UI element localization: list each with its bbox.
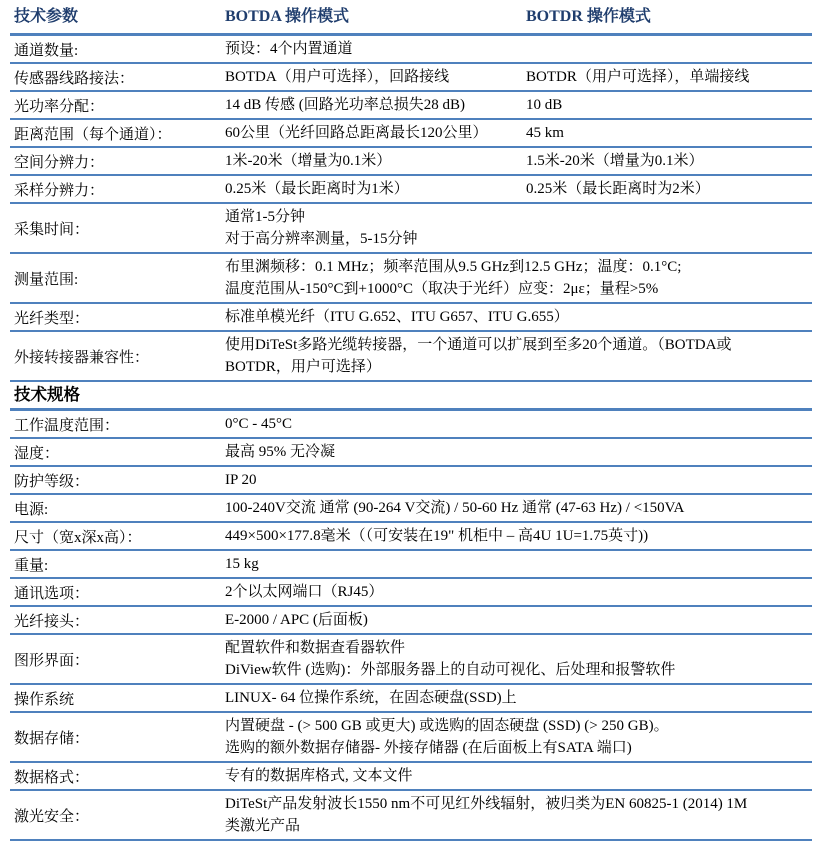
table-row xyxy=(10,332,812,382)
value-line: 类激光产品 xyxy=(225,818,301,834)
value-line: 0.25米（最长距离时为1米） xyxy=(225,181,409,197)
param-label: 激光安全： xyxy=(14,808,90,825)
param-label: 电源: xyxy=(14,501,49,518)
value-botda xyxy=(221,469,522,491)
header-col-parameters xyxy=(10,5,221,29)
value-line: 2个以太网端口（RJ45） xyxy=(225,584,384,600)
value-botda xyxy=(221,38,522,60)
table-row xyxy=(10,495,812,523)
param-label: 光功率分配： xyxy=(14,98,105,115)
param-label: 数据存储： xyxy=(14,730,90,747)
value-botda xyxy=(221,765,522,787)
value-line: 1.5米-20米（增量为0.1米） xyxy=(526,153,704,169)
table-row xyxy=(10,120,812,148)
value-line: 0.25米（最长距离时为2米） xyxy=(526,181,710,197)
table-row xyxy=(10,467,812,495)
table-row xyxy=(10,713,812,763)
value-botda xyxy=(221,637,676,681)
value-botda xyxy=(221,793,748,837)
value-botdr xyxy=(522,66,812,88)
table-row xyxy=(10,64,812,92)
param-label: 光纤接头： xyxy=(14,613,90,630)
table-row xyxy=(10,92,812,120)
table-row xyxy=(10,411,812,439)
value-botda xyxy=(221,94,522,116)
value-line: 标准单模光纤（ITU G.652、ITU G657、ITU G.655） xyxy=(225,309,569,325)
param-label: 传感器线路接法： xyxy=(14,70,135,87)
value-line: 0°C - 45°C xyxy=(225,416,293,432)
param-label: 工作温度范围： xyxy=(14,417,120,434)
specs-section xyxy=(10,411,812,841)
header-col-botdr-mode xyxy=(522,5,812,29)
value-line: 1米-20米（增量为0.1米） xyxy=(225,153,392,169)
param-label: 通讯选项： xyxy=(14,585,90,602)
value-line: 100-240V交流 通常 (90-264 V交流) / 50-60 Hz 通常 (47-63 Hz) / <150VA xyxy=(225,500,685,516)
header-label: BOTDA 操作模式 xyxy=(225,8,350,25)
section-header-row xyxy=(10,382,812,411)
value-line: 使用DiTeSt多路光缆转接器，一个通道可以扩展到至多20个通道。（BOTDA或 xyxy=(225,337,732,353)
value-line: BOTDR，用户可选择） xyxy=(225,359,381,375)
param-label: 湿度： xyxy=(14,445,60,462)
value-botda xyxy=(221,525,649,547)
table-row xyxy=(10,36,812,64)
value-line: 选购的额外数据存储器- 外接存储器 (在后面板上有SATA 端口) xyxy=(225,740,632,756)
value-botda xyxy=(221,178,522,200)
value-botda xyxy=(221,256,682,300)
value-botda xyxy=(221,306,569,328)
table-row xyxy=(10,439,812,467)
value-botda xyxy=(221,497,685,519)
param-label: 光纤类型： xyxy=(14,310,90,327)
value-botda xyxy=(221,150,522,172)
value-botda xyxy=(221,66,522,88)
table-row xyxy=(10,791,812,841)
value-botda xyxy=(221,609,522,631)
value-botdr xyxy=(522,122,812,144)
param-label: 防护等级： xyxy=(14,473,90,490)
value-line: 布里渊频移：0.1 MHz；频率范围从9.5 GHz到12.5 GHz；温度：0.1°C; xyxy=(225,259,682,275)
table-row xyxy=(10,551,812,579)
table-row xyxy=(10,204,812,254)
param-label: 采集时间： xyxy=(14,221,90,238)
value-line: 15 kg xyxy=(225,556,259,572)
table-row xyxy=(10,635,812,685)
value-line: IP 20 xyxy=(225,472,257,488)
param-label: 重量: xyxy=(14,557,49,574)
value-line: 通常1-5分钟 xyxy=(225,209,305,225)
param-label: 空间分辨力： xyxy=(14,154,105,171)
param-label: 距离范围（每个通道）： xyxy=(14,126,172,143)
value-botda xyxy=(221,715,669,759)
value-botda xyxy=(221,413,522,435)
value-line: 14 dB 传感 (回路光功率总损失28 dB) xyxy=(225,97,466,113)
table-row xyxy=(10,304,812,332)
value-line: 对于高分辨率测量，5-15分钟 xyxy=(225,231,418,247)
param-label: 尺寸（宽x深x高）： xyxy=(14,529,142,546)
param-label: 测量范围: xyxy=(14,271,79,288)
table-row xyxy=(10,579,812,607)
param-label: 图形界面： xyxy=(14,652,90,669)
value-line: 内置硬盘 - (> 500 GB 或更大) 或选购的固态硬盘 (SSD) (> 250 GB)。 xyxy=(225,718,669,734)
value-line: BOTDR（用户可选择），单端接线 xyxy=(526,69,750,85)
value-line: 温度范围从-150°C到+1000°C（取决于光纤）应变：2με；量程>5% xyxy=(225,281,659,297)
value-botda xyxy=(221,553,522,575)
table-row xyxy=(10,523,812,551)
value-line: BOTDA（用户可选择），回路接线 xyxy=(225,69,450,85)
value-botda xyxy=(221,334,732,378)
param-label: 操作系统 xyxy=(14,691,75,708)
table-row xyxy=(10,148,812,176)
value-botdr xyxy=(522,178,812,200)
value-botda xyxy=(221,581,522,603)
header-col-botda-mode xyxy=(221,5,522,29)
value-line: DiView软件 (选购)：外部服务器上的自动可视化、后处理和报警软件 xyxy=(225,662,676,678)
table-row xyxy=(10,254,812,304)
table-row xyxy=(10,763,812,791)
table-header-row xyxy=(10,0,812,36)
spec-table xyxy=(10,0,812,841)
params-section xyxy=(10,36,812,382)
value-line: 配置软件和数据查看器软件 xyxy=(225,640,406,656)
param-label: 通道数量: xyxy=(14,42,79,59)
header-label: BOTDR 操作模式 xyxy=(526,8,651,25)
value-line: DiTeSt产品发射波长1550 nm不可见红外线辐射，被归类为EN 60825-1 (2014) 1M xyxy=(225,796,748,812)
value-line: E-2000 / APC (后面板) xyxy=(225,612,368,628)
value-line: 449×500×177.8毫米（（可安装在19" 机柜中 – 高4U 1U=1.75英寸)) xyxy=(225,528,649,544)
param-label: 采样分辨力： xyxy=(14,182,105,199)
value-line: 最高 95% 无冷凝 xyxy=(225,444,335,460)
table-row xyxy=(10,607,812,635)
section-title-cell xyxy=(10,384,221,406)
value-botdr xyxy=(522,94,812,116)
table-row xyxy=(10,176,812,204)
value-line: 60公里（光纤回路总距离最长120公里） xyxy=(225,125,488,141)
table-row xyxy=(10,685,812,713)
value-line: 专有的数据库格式, 文本文件 xyxy=(225,768,413,784)
header-label: 技术参数 xyxy=(14,8,79,25)
param-label: 数据格式： xyxy=(14,769,90,786)
param-label: 外接转接器兼容性： xyxy=(14,349,150,366)
value-botda xyxy=(221,206,522,250)
value-line: LINUX- 64 位操作系统，在固态硬盘(SSD)上 xyxy=(225,690,517,706)
value-line: 10 dB xyxy=(526,97,563,113)
value-botda xyxy=(221,122,522,144)
value-botda xyxy=(221,441,522,463)
value-botdr xyxy=(522,150,812,172)
section-title: 技术规格 xyxy=(14,385,80,404)
value-botda xyxy=(221,687,522,709)
value-line: 预设：4个内置通道 xyxy=(225,41,353,57)
value-line: 45 km xyxy=(526,125,564,141)
